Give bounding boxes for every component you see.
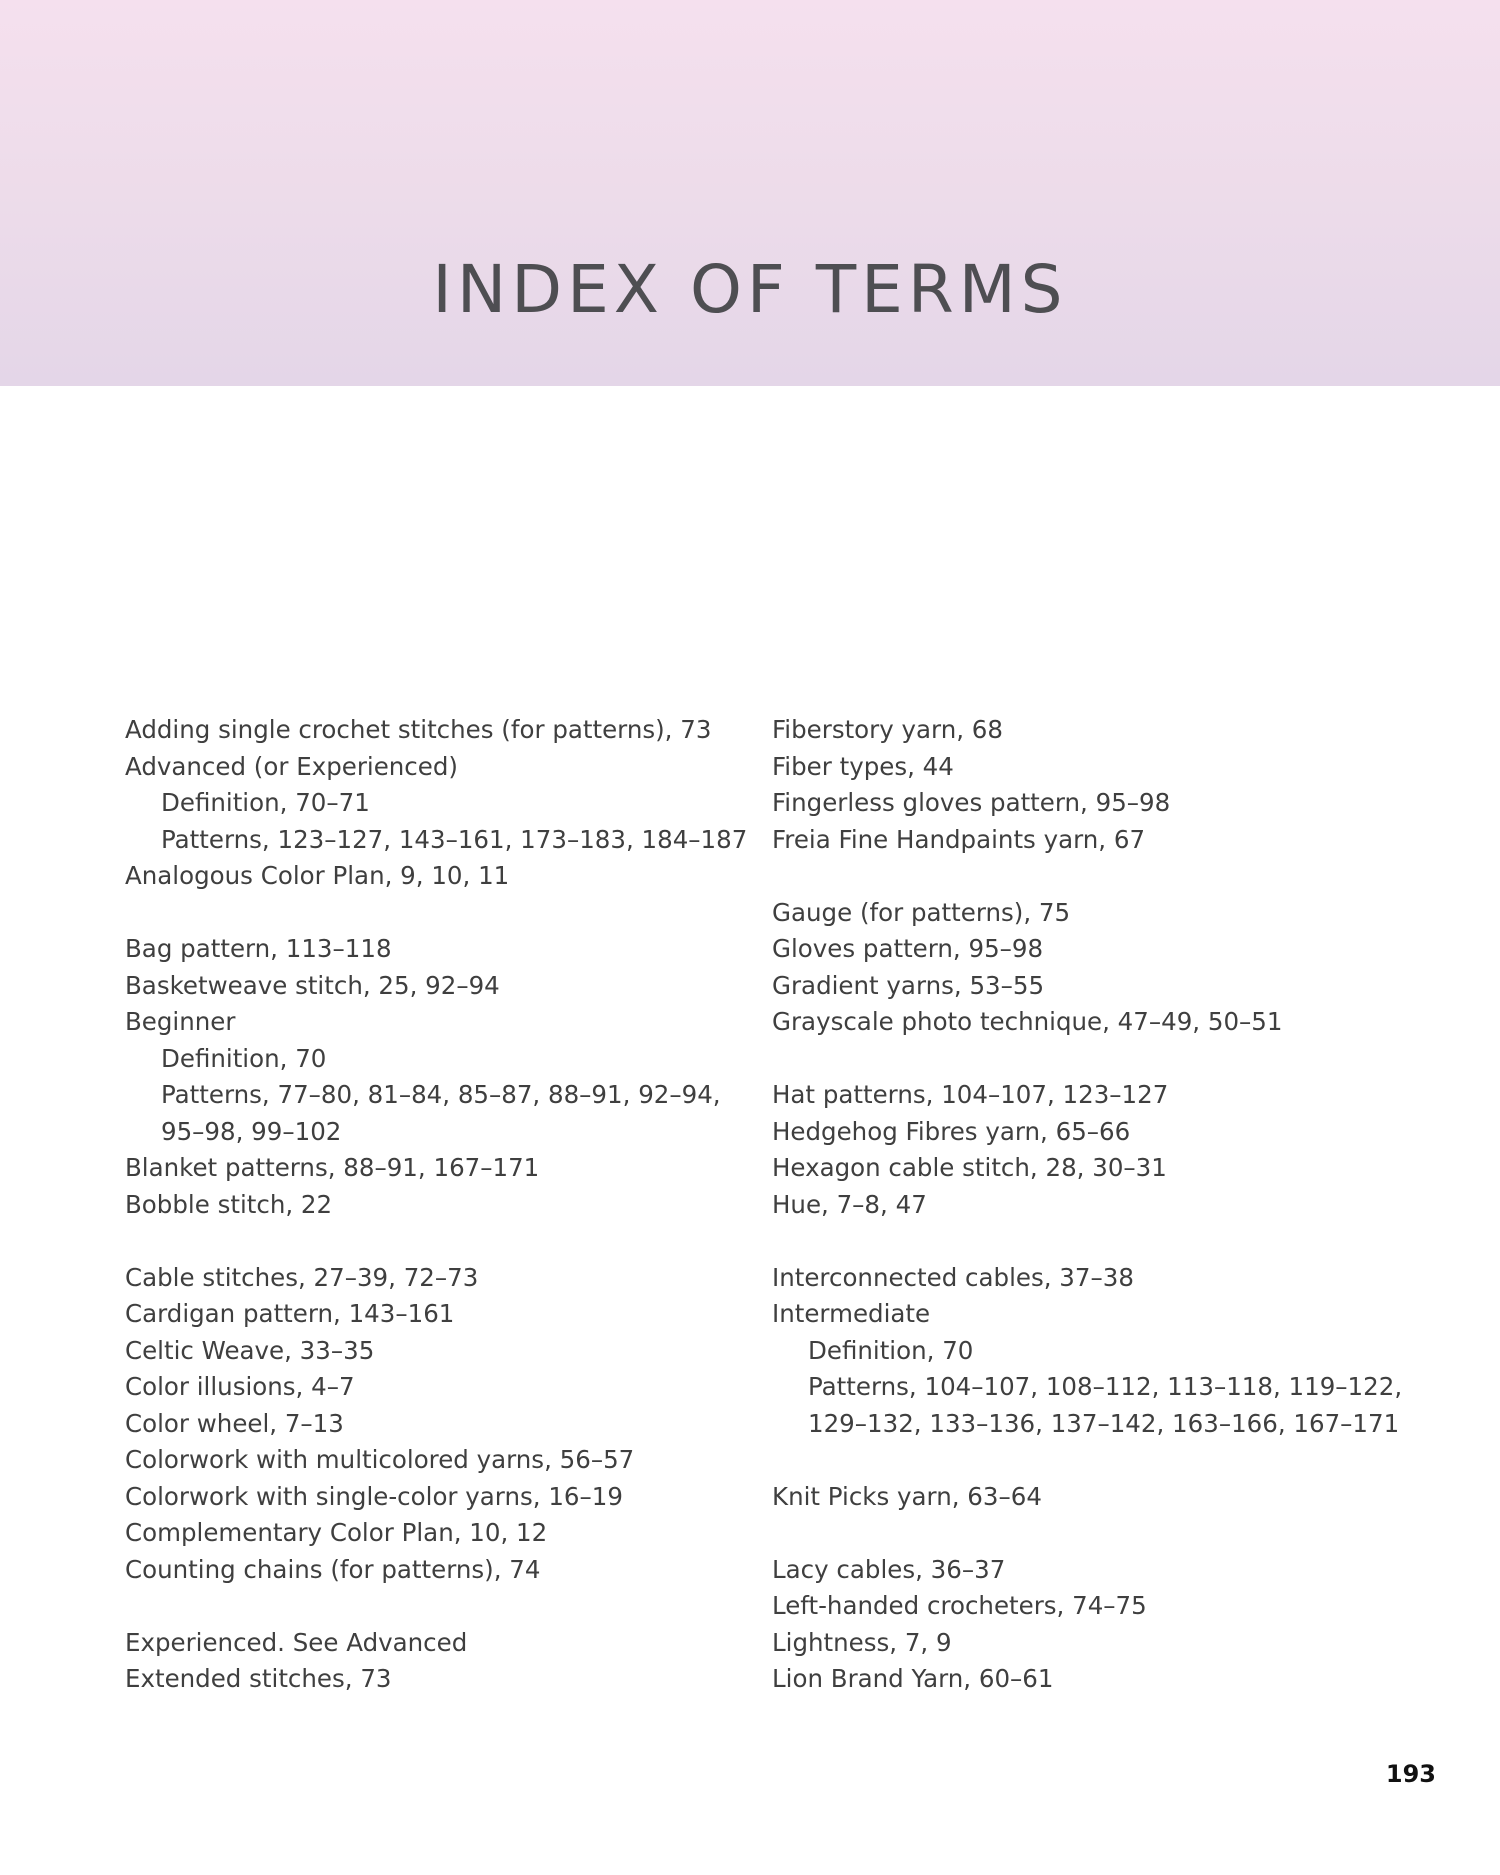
index-entry: Cable stitches, 27–39, 72–73	[125, 1262, 479, 1292]
index-entry: Celtic Weave, 33–35	[125, 1335, 375, 1365]
index-entry: Color illusions, 4–7	[125, 1372, 355, 1401]
index-group-c	[125, 1260, 745, 1589]
index-group-i	[772, 1260, 1403, 1443]
index-entry: Basketweave stitch, 25, 92–94	[125, 970, 500, 1000]
index-entry: Adding single crochet stitches (for patterns), 73	[125, 715, 712, 744]
index-group-e	[125, 1625, 745, 1698]
index-entry: Interconnected cables, 37–38	[772, 1262, 1134, 1292]
index-entry: Analogous Color Plan, 9, 10, 11	[125, 861, 510, 890]
index-entry: Experienced. See Advanced	[125, 1627, 468, 1657]
index-entry: Counting chains (for patterns), 74	[125, 1554, 541, 1584]
index-entry: Hexagon cable stitch, 28, 30–31	[772, 1153, 1167, 1182]
index-entry: Left-handed crocheters, 74–75	[772, 1591, 1147, 1620]
index-group-a	[125, 712, 748, 895]
index-entry: Gauge (for patterns), 75	[772, 897, 1071, 927]
index-group-g	[772, 895, 1392, 1041]
index-entry: Bag pattern, 113–118	[125, 934, 392, 963]
index-entry: Advanced (or Experienced)	[125, 751, 458, 781]
index-entry: Lion Brand Yarn, 60–61	[772, 1664, 1054, 1693]
index-entry: Beginner	[125, 1007, 236, 1036]
index-entry: Grayscale photo technique, 47–49, 50–51	[772, 1007, 1283, 1036]
index-entry: Complementary Color Plan, 10, 12	[125, 1518, 548, 1547]
index-entry: Colorwork with multicolored yarns, 56–57	[125, 1445, 635, 1474]
index-subentry: 95–98, 99–102	[161, 1116, 342, 1146]
index-entry: Blanket patterns, 88–91, 167–171	[125, 1153, 540, 1182]
index-subentry: 129–132, 133–136, 137–142, 163–166, 167–171	[808, 1408, 1400, 1438]
index-subentry: Patterns, 104–107, 108–112, 113–118, 119–122,	[808, 1372, 1403, 1401]
page-title: INDEX OF TERMS	[432, 251, 1068, 328]
index-entry: Gradient yarns, 53–55	[772, 970, 1045, 1000]
index-entry: Fiberstory yarn, 68	[772, 715, 1003, 744]
index-subentry: Definition, 70	[808, 1335, 974, 1365]
index-entry: Color wheel, 7–13	[125, 1408, 344, 1438]
index-entry: Hat patterns, 104–107, 123–127	[772, 1080, 1169, 1109]
index-entry: Fiber types, 44	[772, 751, 954, 781]
page-number: 193	[1385, 1760, 1436, 1788]
index-entry: Intermediate	[772, 1299, 931, 1328]
index-entry: Lacy cables, 36–37	[772, 1554, 1006, 1584]
index-group-h	[772, 1077, 1392, 1223]
index-column-right	[772, 712, 1403, 1734]
index-entry: Gloves pattern, 95–98	[772, 934, 1044, 963]
index-group-f	[772, 712, 1392, 858]
index-entry: Extended stitches, 73	[125, 1664, 392, 1693]
index-group-l	[772, 1552, 1392, 1698]
index-subentry: Definition, 70–71	[161, 788, 370, 817]
index-entry: Lightness, 7, 9	[772, 1627, 952, 1657]
index-entry: Knit Picks yarn, 63–64	[772, 1481, 1042, 1511]
index-entry: Fingerless gloves pattern, 95–98	[772, 788, 1171, 817]
title-banner	[0, 0, 1500, 386]
index-subentry: Definition, 70	[161, 1043, 327, 1073]
index-entry: Bobble stitch, 22	[125, 1189, 333, 1219]
index-column-left	[125, 712, 748, 1734]
index-group-k	[772, 1479, 1392, 1516]
index-entry: Colorwork with single-color yarns, 16–19	[125, 1481, 623, 1511]
index-subentry: Patterns, 77–80, 81–84, 85–87, 88–91, 92–94,	[161, 1080, 721, 1109]
index-entry: Hedgehog Fibres yarn, 65–66	[772, 1116, 1131, 1146]
index-group-b	[125, 931, 745, 1223]
index-subentry: Patterns, 123–127, 143–161, 173–183, 184–187	[161, 824, 748, 854]
index-entry: Hue, 7–8, 47	[772, 1189, 927, 1219]
index-entry: Cardigan pattern, 143–161	[125, 1299, 455, 1328]
index-entry: Freia Fine Handpaints yarn, 67	[772, 824, 1146, 854]
